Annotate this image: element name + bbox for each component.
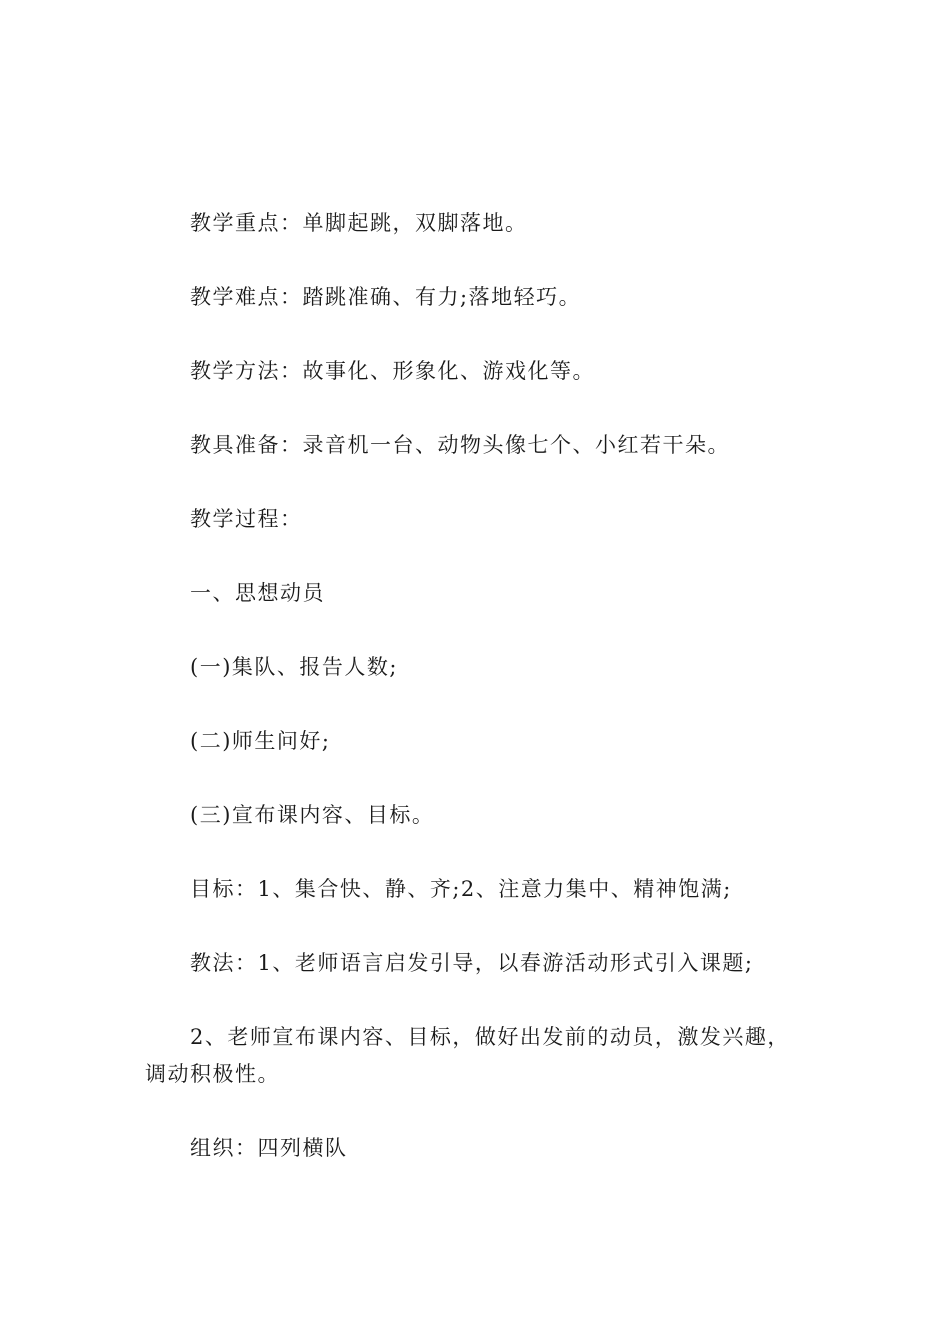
paragraph-organization: 组织：四列横队: [190, 1136, 348, 1160]
paragraph-teaching-difficulty: 教学难点：踏跳准确、有力;落地轻巧。: [190, 285, 582, 309]
paragraph-method-one: 教法：1、老师语言启发引导，以春游活动形式引入课题;: [190, 951, 754, 975]
paragraph-section-one: 一、思想动员: [190, 581, 325, 605]
paragraph-teaching-focus: 教学重点：单脚起跳，双脚落地。: [190, 211, 528, 235]
paragraph-item-three: (三)宣布课内容、目标。: [190, 803, 435, 827]
paragraph-teaching-process: 教学过程：: [190, 507, 303, 531]
paragraph-item-two: (二)师生问好;: [190, 729, 331, 753]
paragraph-method-two: 2、老师宣布课内容、目标，做好出发前的动员，激发兴趣，调动积极性。: [145, 1025, 790, 1086]
paragraph-teaching-aids: 教具准备：录音机一台、动物头像七个、小红若干朵。: [190, 433, 730, 457]
paragraph-item-one: (一)集队、报告人数;: [190, 655, 398, 679]
document-body: [145, 205, 810, 1204]
paragraph-goals: 目标：1、集合快、静、齐;2、注意力集中、精神饱满;: [190, 877, 732, 901]
paragraph-teaching-method: 教学方法：故事化、形象化、游戏化等。: [190, 359, 595, 383]
